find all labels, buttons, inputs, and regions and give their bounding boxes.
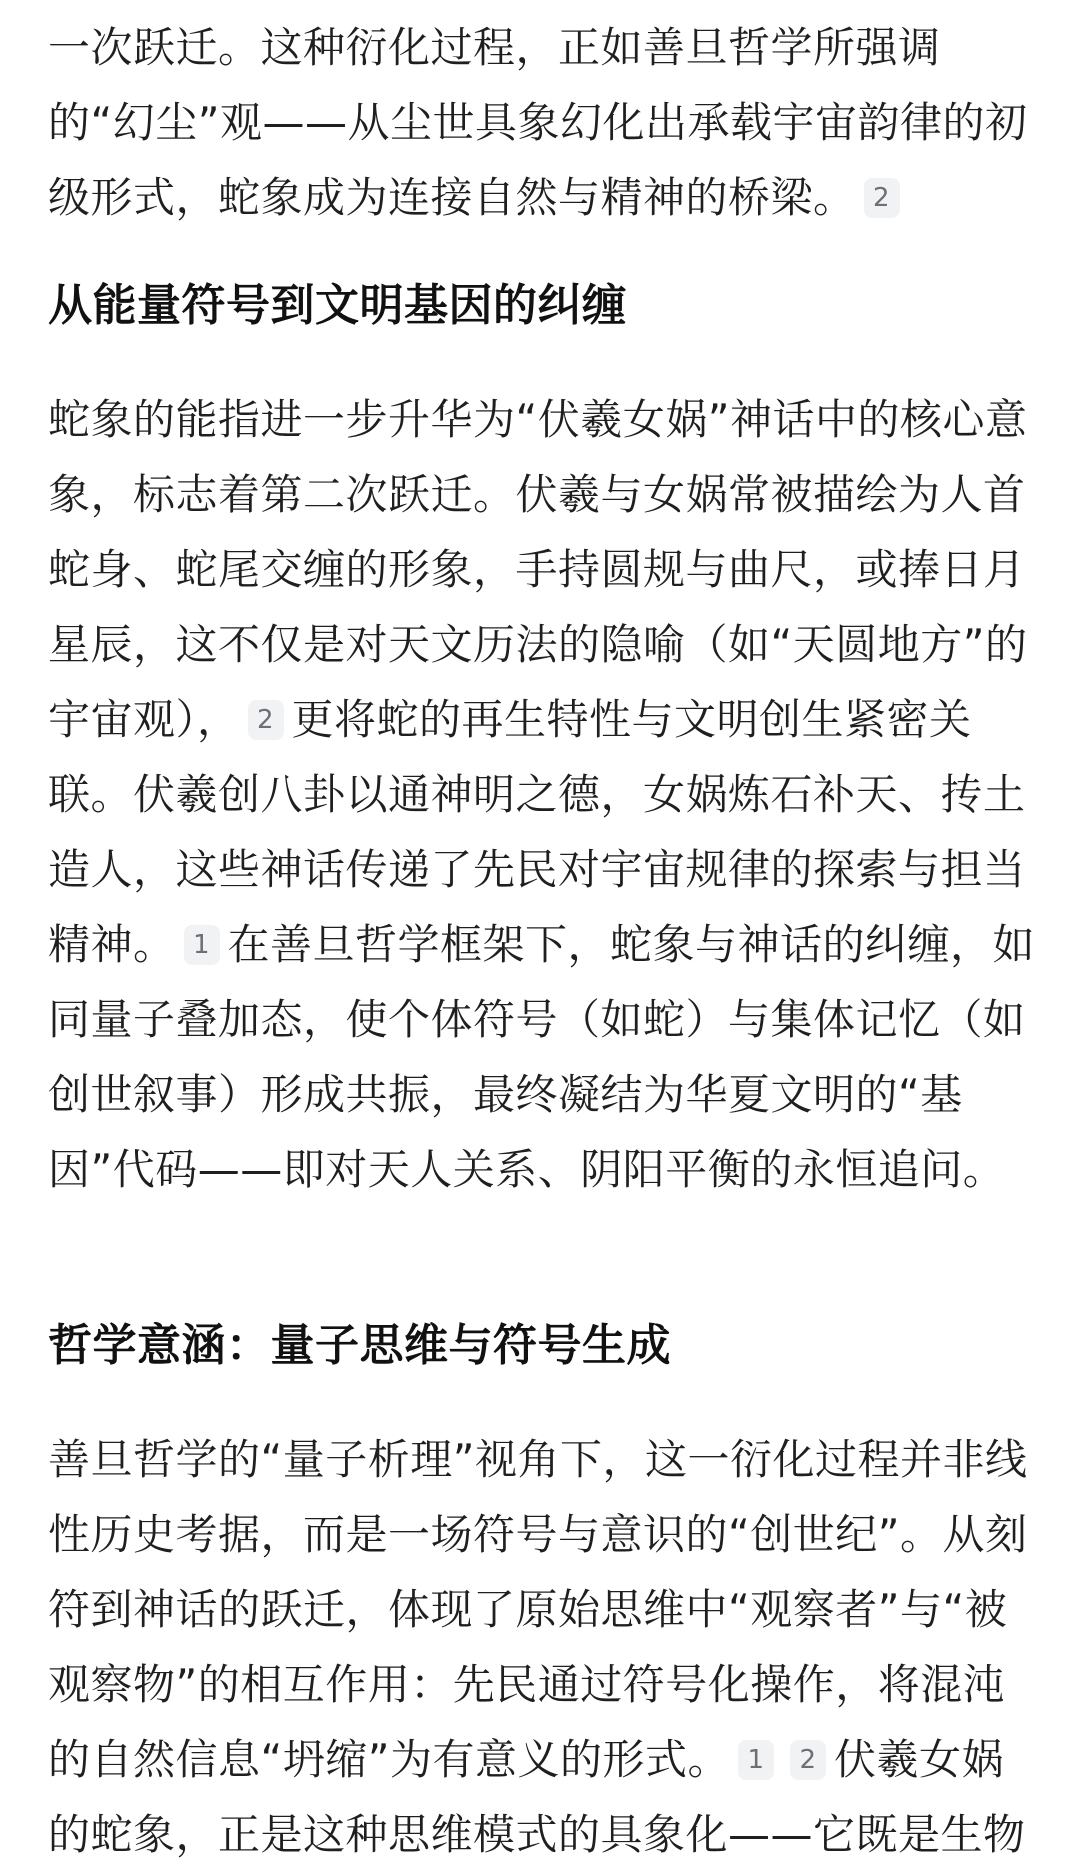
paragraph-2-text-a: 蛇象的能指进一步升华为“伏羲女娲”神话中的核心意象，标志着第二次跃迁。伏羲与女娲常被描绘为人首蛇身、蛇尾交缠的形象，手持圆规与曲尺，或捧日月星辰，这不仅是对天文历法的隐喻（如“天圆地方”的宇宙观）， bbox=[48, 395, 1028, 744]
paragraph-1 bbox=[48, 10, 1038, 235]
citation-badge[interactable]: 2 bbox=[248, 700, 284, 740]
citation-badge[interactable]: 1 bbox=[184, 925, 220, 965]
paragraph-3-text-b: 伏羲女娲的蛇象，正是这种思维模式的具象化——它既是生物 bbox=[48, 1735, 1026, 1859]
citation-badge[interactable]: 2 bbox=[790, 1740, 826, 1780]
paragraph-1-text: 一次跃迁。这种衍化过程，正如善旦哲学所强调的“幻尘”观——从尘世具象幻化出承载宇宙韵律的初级形式，蛇象成为连接自然与精神的桥梁。 bbox=[48, 23, 1028, 222]
paragraph-2-text-c: 在善旦哲学框架下，蛇象与神话的纠缠，如同量子叠加态，使个体符号（如蛇）与集体记忆（如创世叙事）形成共振，最终凝结为华夏文明的“基因”代码——即对天人关系、阴阳平衡的永恒追问。 bbox=[48, 920, 1036, 1194]
paragraph-2-text-b: 更将蛇的再生特性与文明创生紧密关联。伏羲创八卦以通神明之德，女娲炼石补天、抟土造人，这些神话传递了先民对宇宙规律的探索与担当精神。 bbox=[48, 695, 1026, 969]
citation-badge[interactable]: 1 bbox=[738, 1740, 774, 1780]
paragraph-3-text-a: 善旦哲学的“量子析理”视角下，这一衍化过程并非线性历史考据，而是一场符号与意识的“创世纪”。从刻符到神话的跃迁，体现了原始思维中“观察者”与“被观察物”的相互作用：先民通过符号化操作，将混沌的自然信息“坍缩”为有意义的形式。 bbox=[48, 1435, 1028, 1784]
paragraph-3 bbox=[48, 1422, 1038, 1872]
citation-badge[interactable]: 2 bbox=[864, 178, 900, 218]
section-heading-1: 从能量符号到文明基因的纠缠 bbox=[48, 280, 627, 331]
paragraph-2 bbox=[48, 382, 1038, 1207]
section-heading-2: 哲学意涵：量子思维与符号生成 bbox=[48, 1320, 671, 1371]
